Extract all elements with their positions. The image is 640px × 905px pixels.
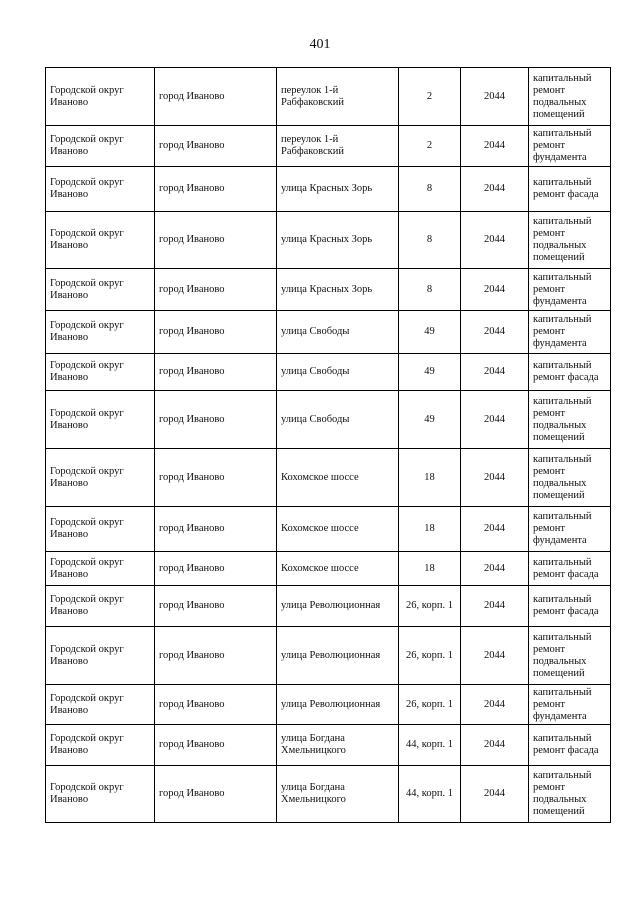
work-type-cell: капитальный ремонт подвальных помещений [529,68,611,126]
table-row [46,354,611,391]
street-cell: улица Свободы [277,391,399,449]
year-cell: 2044 [461,354,529,391]
year-cell: 2044 [461,269,529,311]
house-number-cell: 26, корп. 1 [399,586,461,627]
okrug-cell: Городской округ Иваново [46,167,155,212]
year-cell: 2044 [461,725,529,766]
city-cell: город Иваново [155,212,277,269]
work-type-cell: капитальный ремонт подвальных помещений [529,391,611,449]
table-row [46,311,611,354]
okrug-cell: Городской округ Иваново [46,685,155,725]
okrug-cell: Городской округ Иваново [46,354,155,391]
table-row [46,766,611,823]
table-row [46,68,611,126]
year-cell: 2044 [461,167,529,212]
okrug-cell: Городской округ Иваново [46,68,155,126]
year-cell: 2044 [461,766,529,823]
year-cell: 2044 [461,685,529,725]
house-number-cell: 8 [399,212,461,269]
okrug-cell: Городской округ Иваново [46,507,155,552]
street-cell: улица Революционная [277,586,399,627]
city-cell: город Иваново [155,311,277,354]
year-cell: 2044 [461,311,529,354]
street-cell: переулок 1-й Рабфаковский [277,126,399,167]
city-cell: город Иваново [155,685,277,725]
house-number-cell: 8 [399,167,461,212]
city-cell: город Иваново [155,627,277,685]
okrug-cell: Городской округ Иваново [46,449,155,507]
city-cell: город Иваново [155,552,277,586]
work-type-cell: капитальный ремонт фундамента [529,507,611,552]
okrug-cell: Городской округ Иваново [46,725,155,766]
okrug-cell: Городской округ Иваново [46,586,155,627]
okrug-cell: Городской округ Иваново [46,552,155,586]
table-row [46,269,611,311]
street-cell: улица Красных Зорь [277,212,399,269]
okrug-cell: Городской округ Иваново [46,627,155,685]
city-cell: город Иваново [155,449,277,507]
work-type-cell: капитальный ремонт фасада [529,586,611,627]
year-cell: 2044 [461,212,529,269]
year-cell: 2044 [461,586,529,627]
table-row [46,449,611,507]
house-number-cell: 44, корп. 1 [399,766,461,823]
city-cell: город Иваново [155,586,277,627]
house-number-cell: 18 [399,507,461,552]
year-cell: 2044 [461,627,529,685]
street-cell: улица Красных Зорь [277,269,399,311]
work-type-cell: капитальный ремонт фундамента [529,269,611,311]
table-row [46,586,611,627]
work-type-cell: капитальный ремонт фасада [529,552,611,586]
work-type-cell: капитальный ремонт подвальных помещений [529,627,611,685]
house-number-cell: 49 [399,311,461,354]
year-cell: 2044 [461,507,529,552]
work-type-cell: капитальный ремонт подвальных помещений [529,766,611,823]
street-cell: переулок 1-й Рабфаковский [277,68,399,126]
house-number-cell: 2 [399,68,461,126]
house-number-cell: 18 [399,552,461,586]
house-number-cell: 49 [399,391,461,449]
city-cell: город Иваново [155,269,277,311]
house-number-cell: 49 [399,354,461,391]
table-row [46,212,611,269]
city-cell: город Иваново [155,766,277,823]
house-number-cell: 8 [399,269,461,311]
okrug-cell: Городской округ Иваново [46,766,155,823]
street-cell: улица Революционная [277,685,399,725]
table-row [46,685,611,725]
okrug-cell: Городской округ Иваново [46,212,155,269]
street-cell: Кохомское шоссе [277,507,399,552]
house-number-cell: 2 [399,126,461,167]
work-type-cell: капитальный ремонт фасада [529,725,611,766]
city-cell: город Иваново [155,354,277,391]
work-type-cell: капитальный ремонт подвальных помещений [529,212,611,269]
okrug-cell: Городской округ Иваново [46,126,155,167]
okrug-cell: Городской округ Иваново [46,269,155,311]
city-cell: город Иваново [155,68,277,126]
work-type-cell: капитальный ремонт фасада [529,354,611,391]
table-row [46,552,611,586]
table-row [46,627,611,685]
street-cell: Кохомское шоссе [277,552,399,586]
street-cell: улица Красных Зорь [277,167,399,212]
city-cell: город Иваново [155,391,277,449]
street-cell: улица Свободы [277,354,399,391]
street-cell: Кохомское шоссе [277,449,399,507]
repair-schedule-table [45,67,611,823]
house-number-cell: 26, корп. 1 [399,685,461,725]
table-row [46,507,611,552]
work-type-cell: капитальный ремонт фундамента [529,311,611,354]
city-cell: город Иваново [155,167,277,212]
table-row [46,167,611,212]
city-cell: город Иваново [155,126,277,167]
okrug-cell: Городской округ Иваново [46,311,155,354]
table-body [46,68,611,823]
city-cell: город Иваново [155,725,277,766]
street-cell: улица Свободы [277,311,399,354]
year-cell: 2044 [461,552,529,586]
table-row [46,725,611,766]
work-type-cell: капитальный ремонт фасада [529,167,611,212]
work-type-cell: капитальный ремонт фундамента [529,126,611,167]
city-cell: город Иваново [155,507,277,552]
work-type-cell: капитальный ремонт подвальных помещений [529,449,611,507]
work-type-cell: капитальный ремонт фундамента [529,685,611,725]
house-number-cell: 26, корп. 1 [399,627,461,685]
year-cell: 2044 [461,68,529,126]
table-row [46,126,611,167]
street-cell: улица Богдана Хмельницкого [277,725,399,766]
page-number: 401 [309,37,331,52]
okrug-cell: Городской округ Иваново [46,391,155,449]
table-row [46,391,611,449]
house-number-cell: 18 [399,449,461,507]
year-cell: 2044 [461,126,529,167]
year-cell: 2044 [461,391,529,449]
street-cell: улица Богдана Хмельницкого [277,766,399,823]
street-cell: улица Революционная [277,627,399,685]
year-cell: 2044 [461,449,529,507]
house-number-cell: 44, корп. 1 [399,725,461,766]
